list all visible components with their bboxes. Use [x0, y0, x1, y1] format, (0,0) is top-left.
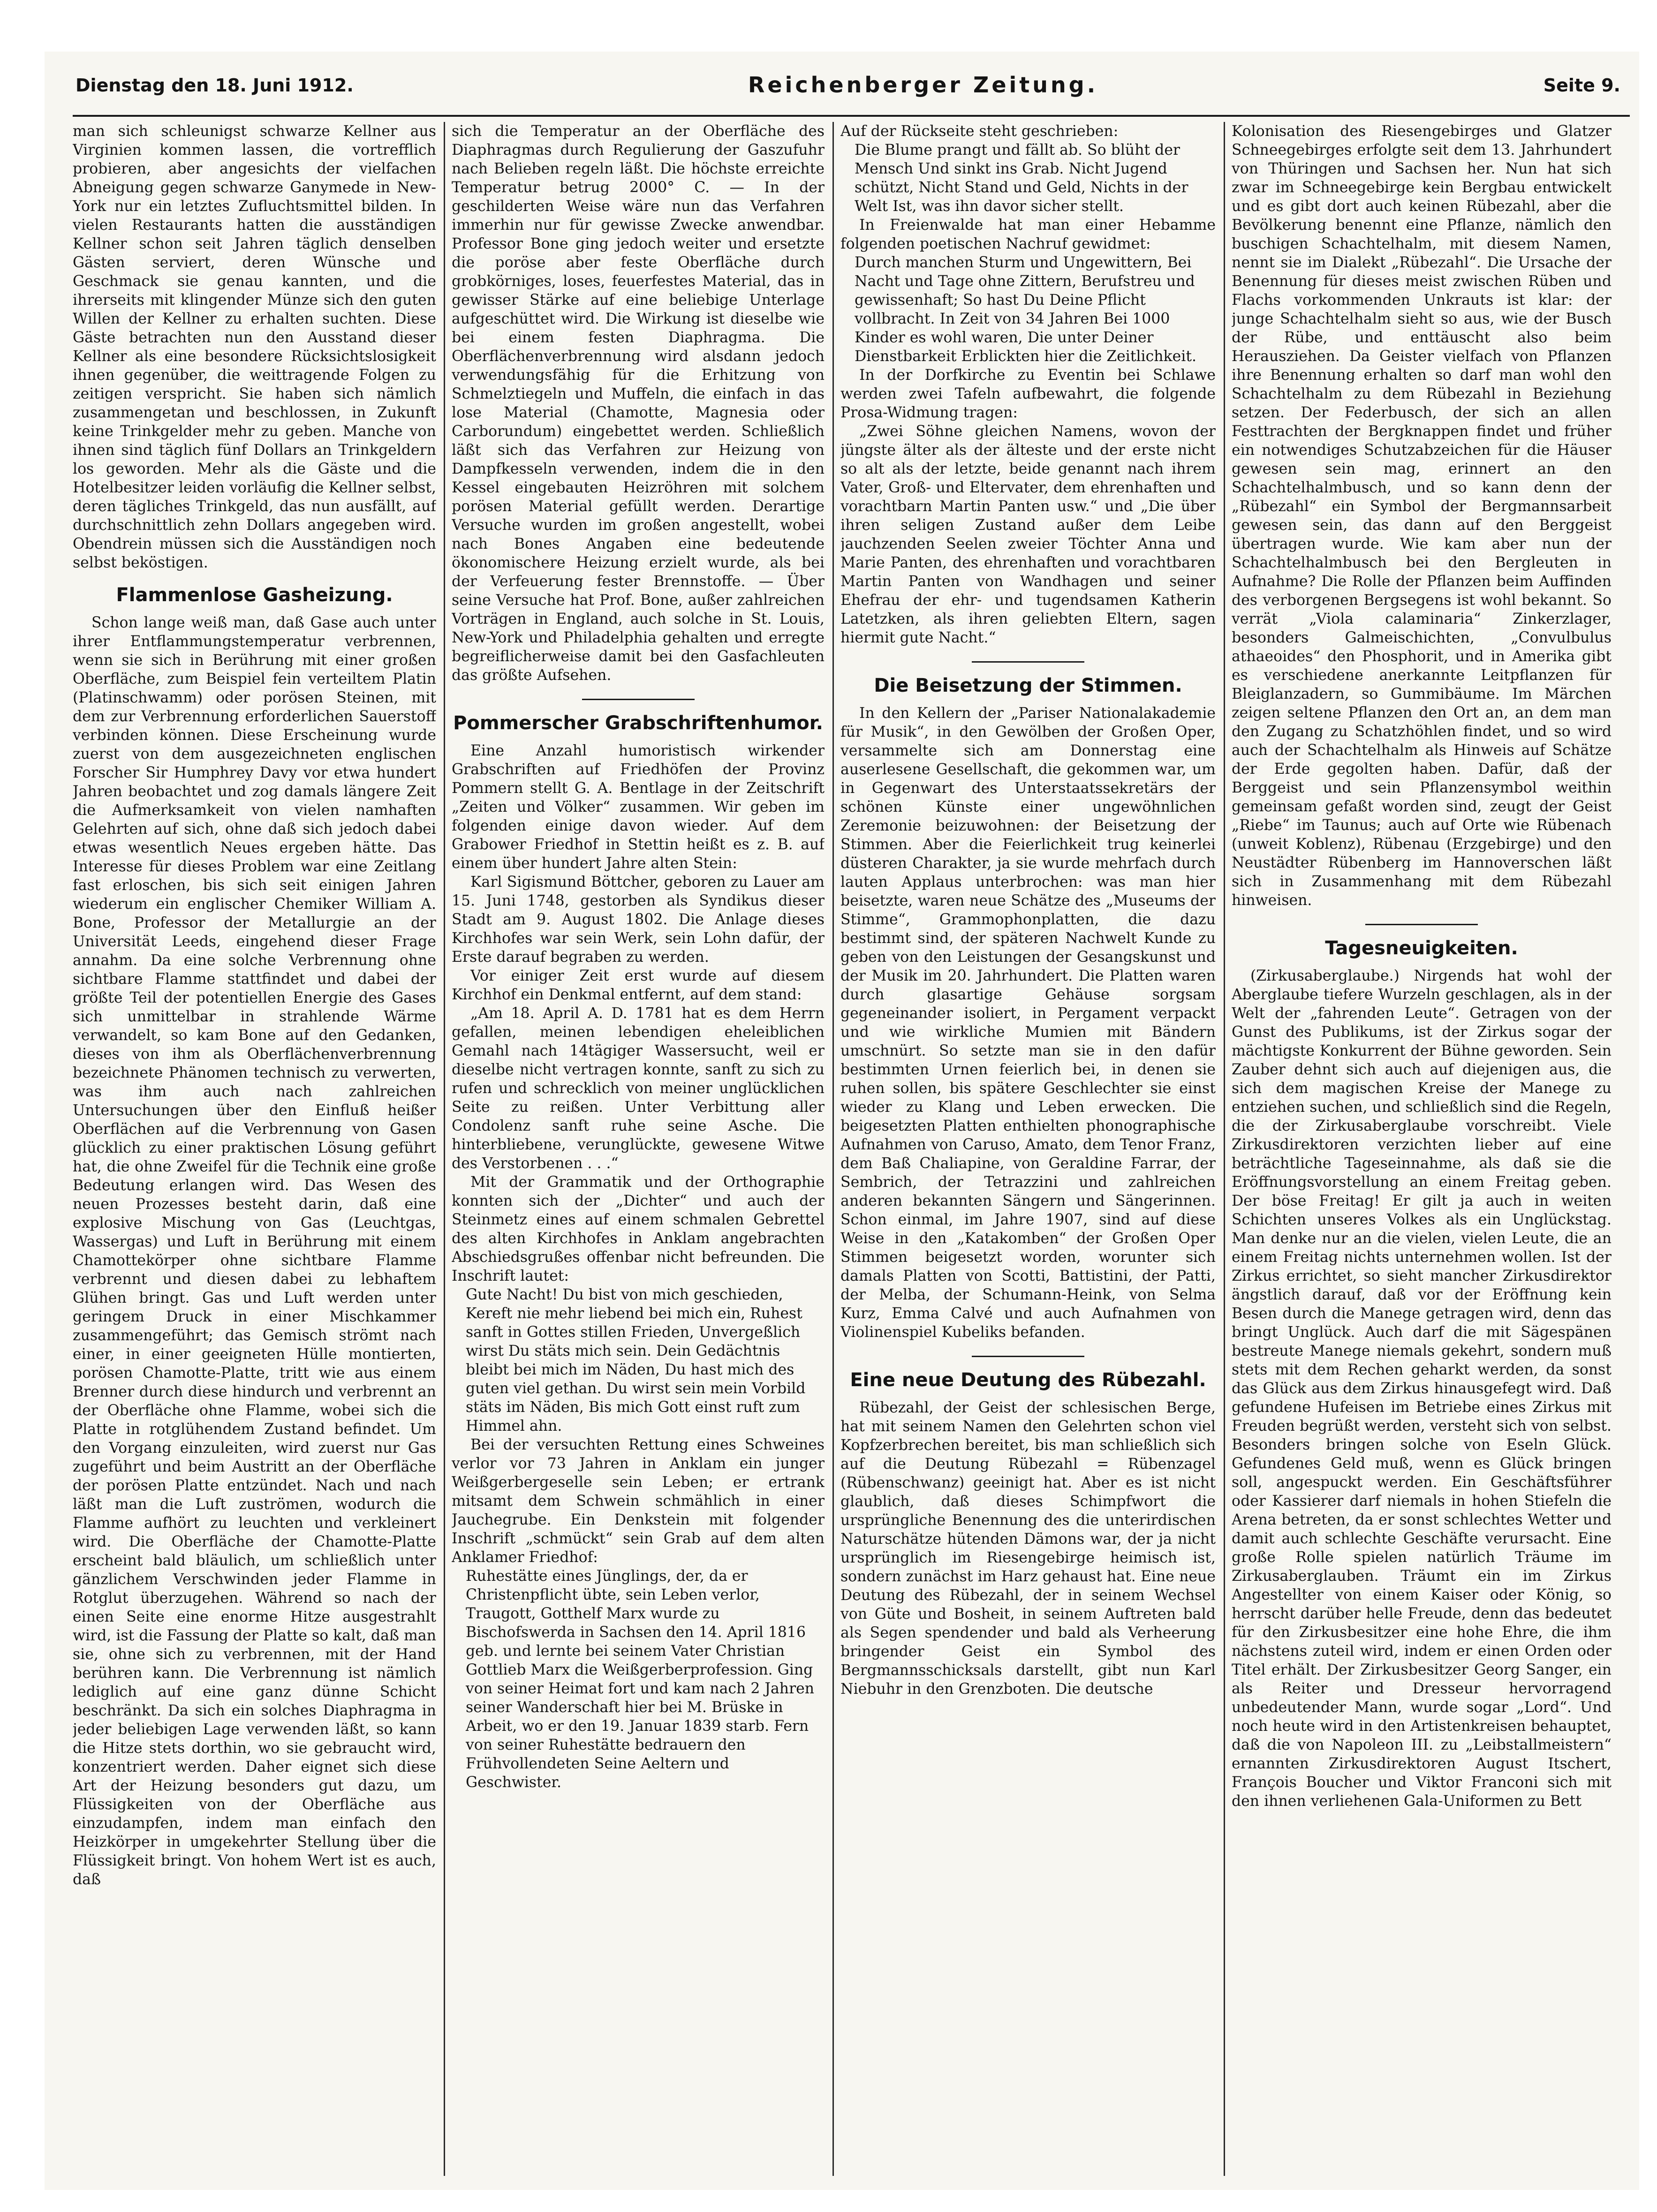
newspaper-page	[45, 52, 1639, 2190]
col1-paragraph-2: Schon lange weiß man, daß Gase auch unter ihrer Entflammungstemperatur verbrennen, wenn sie sich in Berührung mit einer großen Oberfläche, zum Beispiel fein verteiltem Platin (Platinschwamm) oder porösen Steinen, mit dem zur Verbrennung erforderlichen Sauerstoff verbinden können. Diese Erscheinung wurde zuerst von dem ausgezeichneten englischen Forscher Sir Humphrey Davy vor etwa hundert Jahren beobachtet und zog damals längere Zeit die Aufmerksamkeit von vielen namhaften Gelehrten auf sich, ohne daß sich jedoch dabei etwas wesentlich Neues ergeben hätte. Das Interesse für dieses Problem war eine Zeitlang fast erloschen, bis sich seit einigen Jahren wiederum ein englischer Chemiker William A. Bone, Professor der Metallurgie an der Universität Leeds, eingehend dieser Frage annahm. Da eine solche Verbrennung ohne sichtbare Flamme stattfindet und dabei der größte Teil der potentiellen Energie des Gases sich unmittelbar in strahlende Wärme verwandelt, so kam Bone auf den Gedanken, dieses von ihm als Oberflächenverbrennung bezeichnete Phänomen technisch zu verwerten, was ihm auch nach zahlreichen Untersuchungen über den Einfluß heißer Oberflächen auf die Verbrennung von Gasen glücklich zu einer praktischen Lösung geführt hat, die ohne Zweifel für die Technik eine große Bedeutung erlangen wird. Das Wesen des neuen Prozesses besteht darin, daß eine explosive Mischung von Gas (Leuchtgas, Wassergas) und Luft in Berührung mit einem Chamottekörper ohne sichtbare Flamme verbrennt und diesen dabei zu lebhaftem Glühen bringt. Gas und Luft werden unter geringem Druck in einer Mischkammer zusammengeführt; das Gemisch strömt nach einer, in einer geeigneten Hülle montierten, porösen Chamotte-Platte, tritt wie aus einem Brenner durch diese hindurch und verbrennt an der Oberfläche ohne Flamme, wobei sich die Platte in rotglühendem Zustand befindet. Um den Vorgang einzuleiten, wird zuerst nur Gas zugeführt und beim Austritt an der Oberfläche der porösen Platte entzündet. Nach und nach läßt man die Luft zuströmen, wodurch die Flamme aufhört zu leuchten und verkleinert wird. Die Oberfläche der Chamotte-Platte erscheint bald bläulich, um schließlich unter gänzlichem Verschwinden jeder Flamme in Rotglut überzugehen. Während so nach der einen Seite eine enorme Hitze ausgestrahlt wird, ist die Fassung der Platte so kalt, daß man sie, ohne sich zu verbrennen, mit der Hand berühren kann. Die Verbrennung ist nämlich lediglich auf eine ganz dünne Schicht beschränkt. Da sich ein solches Diaphragma in jeder beliebigen Lage verwenden läßt, so kann die Hitze stets dorthin, wo sie gebraucht wird, konzentriert werden. Daher eignet sich diese Art der Heizung besonders gut dazu, um Flüssigkeiten von der Oberfläche aus einzudampfen, indem man einfach den Heizkörper in umgekehrter Stellung über die Flüssigkeit bringt. Von hohem Wert ist es auch, daß	[73, 614, 436, 1888]
col2-paragraph-1: sich die Temperatur an der Oberfläche des Diaphragmas durch Regulierung der Gaszufuhr nach Belieben regeln läßt. Die höchste erreichte Temperatur betrug 2000° C. — In der geschilderten Weise wäre nun das Verfahren immerhin nur für gewisse Zwecke anwendbar. Professor Bone ging jedoch weiter und ersetzte die poröse aber feste Oberfläche durch grobkörniges, loses, feuerfestes Material, das in gewisser Stärke auf eine beliebige Unterlage aufgeschüttet wird. Die Wirkung ist dieselbe wie bei einem festen Diaphragma. Die Oberflächenverbrennung wird alsdann jedoch verwendungsfähig für die Erhitzung von Schmelztiegeln und Muffeln, die einfach in das lose Material (Chamotte, Magnesia oder Carborundum) eingebettet werden. Schließlich läßt sich das Verfahren zur Heizung von Dampfkesseln verwenden, indem die in den Kessel eingebauten Heizröhren mit solchem porösen Material gefüllt werden. Derartige Versuche wurden im großen angestellt, wobei nach Bones Angaben eine bedeutende ökonomischere Heizung erzielt wurde, als bei der Verfeuerung fester Brennstoffe. — Über seine Versuche hat Prof. Bone, außer zahlreichen Vorträgen in England, auch solche in St. Louis, New-York und Philadelphia gehalten und erregte begreiflicherweise damit bei den Gasfachleuten das größte Aufsehen.	[452, 123, 825, 684]
column-divider	[1224, 122, 1225, 2176]
separator	[1365, 924, 1478, 925]
header-date: Dienstag den 18. Juni 1912.	[76, 75, 354, 96]
col4-paragraph-1: Kolonisation des Riesengebirges und Glatzer Schneegebirges erfolgte seit dem 13. Jahrhundert von Thüringen und Sachsen her. Nun hat sich zwar im Schneegebirge kein Bergbau entwickelt und es gibt dort auch keinen Rübezahl, aber die Bevölkerung benennt eine Pflanze, nämlich den buschigen Schachtelhalm, mit diesem Namen, nennt sie im Dialekt „Rübezahl“. Die Ursache der Benennung für dieses meist zwischen Rüben und Flachs vorkommenden Unkrauts ist klar: der junge Schachtelhalm sieht so aus, wie der Busch der Rübe, und enttäuscht also beim Herausziehen. Da Geister vielfach von Pflanzen ihre Benennung erhalten so darf man wohl den Schachtelhalm zu dem Rübezahl in Beziehung setzen. Der Federbusch, der sich an allen Festtrachten der Bergknappen findet und früher ein notwendiges Schutzabzeichen für die Häuser gewesen sein mag, erinnert an den Schachtelhalmbusch, und so kann denn der „Rübezahl“ ein Symbol der Bergmannsarbeit gewesen sein, das dann auf den Berggeist übertragen wurde. Wie kam aber nun der Schachtelhalmbusch bei den Bergleuten in Aufnahme? Die Rolle der Pflanzen beim Auffinden des verborgenen Bergsegens ist wohl bekannt. So verrät „Viola calaminaria“ Zinkerzlager, besonders Galmeischichten, „Convulbulus athaeoides“ den Phosphorit, und in Amerika gibt es verschiedene anerkannte Leitpflanzen für Bleiglanzadern, so Gummibäume. Im Märchen zeigen seltene Pflanzen den Ort an, an dem man den Zugang zu Schatzhöhlen findet, und so wird auch der Schachtelhalm als Hinweis auf Schätze der Erde gegolten haben. Dafür, daß der Berggeist und sein Pflanzensymbol weithin gemeinsam gefaßt worden sind, zeugt der Geist „Riebe“ im Taunus; auch auf Orte wie Rübenach (unweit Koblenz), Rübenau (Erzgebirge) und den Neustädter Rübenberg im Hannoverschen läßt sich in Zusammenhang mit dem Rübezahl hinweisen.	[1232, 123, 1612, 909]
col3-verse-2: Durch manchen Sturm und Ungewittern, Bei Nacht und Tage ohne Zittern, Berufstreu und gewissenhaft; So hast Du Deine Pflicht vollbracht. In Zeit von 34 Jahren Bei 1000 Kinder es wohl waren, Die unter Deiner Dienstbarkeit Erblickten hier die Zeitlichkeit.	[855, 254, 1197, 365]
separator	[972, 1356, 1084, 1357]
col2-paragraph-7: Bei der versuchten Rettung eines Schweines verlor vor 73 Jahren in Anklam ein junger Weißgerbergeselle sein Leben; er ertrank mitsamt dem Schwein schmählich in einer Jauchegrube. Ein Denkstein mit folgender Inschrift „schmückt“ sein Grab auf dem alten Anklamer Friedhof:	[452, 1436, 825, 1566]
col4-paragraph-2: (Zirkusaberglaube.) Nirgends hat wohl der Aberglaube tiefere Wurzeln geschlagen, als in der Welt der „fahrenden Leute“. Getragen von der Gunst des Publikums, ist der Zirkus sogar der mächtigste Konkurrent der Bühne geworden. Sein Zauber dehnt sich auch auf diejenigen aus, die sich dem magischen Kreise der Manege zu entziehen suchen, und schließlich sind die Regeln, die der Zirkusaberglaube vorschreibt. Viele Zirkusdirektoren verzichten lieber auf eine beträchtliche Tageseinnahme, als daß sie die Eröffnungsvorstellung an einem Freitag geben. Der böse Freitag! Er gilt ja auch in weiten Schichten unseres Volkes als ein Unglückstag. Man denke nur an die vielen, vielen Leute, die an einem Freitag nichts unternehmen wollen. Ist der Zirkus errichtet, so sieht mancher Zirkusdirektor ängstlich darauf, daß vor der Eröffnung kein Besen durch die Manege getragen wird, denn das bringt Unglück. Auch darf die mit Sägespänen bestreute Manege niemals gekehrt, sondern muß stets mit dem Rechen geharkt werden, da sonst das Glück aus dem Zirkus hinausgefegt wird. Daß gefundene Hufeisen im Betriebe eines Zirkus mit Freuden begrüßt werden, versteht sich von selbst. Besonders bringen solche von Eseln Glück. Gefundenes Geld muß, wenn es Glück bringen soll, angespuckt werden. Ein Geschäftsführer oder Kassierer darf niemals in hohen Stiefeln die Arena betreten, da er sonst schlechtes Wetter und damit auch schlechte Geschäfte verursacht. Eine große Rolle spielen natürlich Träume im Zirkusaberglauben. Träumt ein im Zirkus Angestellter von einem Kaiser oder König, so herrscht darüber helle Freude, denn das bedeutet für den Zirkusbesitzer eine hohe Ehre, die ihm nächstens zuteil wird, indem er einen Orden oder Titel erhält. Der Zirkusbesitzer Georg Sanger, ein als Reiter und Dresseur hervorragend unbedeutender Mann, wurde sogar „Lord“. Und noch heute wird in den Artistenkreisen behauptet, daß die von Napoleon III. zu „Leibstallmeistern“ ernannten Zirkusdirektoren August Itschert, François Boucher und Viktor Franconi sich mit den ihnen verliehenen Gala-Uniformen zu Bett	[1232, 967, 1612, 1810]
col3-paragraph-1: Auf der Rückseite steht geschrieben:	[840, 123, 1119, 140]
col3-paragraph-4: „Zwei Söhne gleichen Namens, wovon der jüngste älter als der älteste und der erste nicht so alt als der letzte, beide genannt nach ihrem Vater, Groß- und Eltervater, dem ehrenhaften und vorachtbarn Martin Panten usw.“ und „Die über ihren seligen Zustand außer dem Leibe jauchzenden Seelen zweier Töchter Anna und Marie Panten, des ehrenhaften und vorachtbaren Martin Panten von Wandhagen und seiner Ehefrau der ehr- und tugendsamen Katherin Latetzken, als ihren geliebten Eltern, sagen hiermit gute Nacht.“	[840, 423, 1216, 646]
col2-verse-1: Gute Nacht! Du bist von mich geschieden, Kereft nie mehr liebend bei mich ein, Ruhest sanft in Gottes stillen Frieden, Unvergeßlich wirst Du stäts mich sein. Dein Gedächtnis bleibt bei mich im Näden, Du hast mich des guten viel gethan. Du wirst sein mein Vorbild stäts im Näden, Bis mich Gott einst ruft zum Himmel ahn.	[466, 1286, 806, 1434]
col3-headline-2: Eine neue Deutung des Rübezahl.	[850, 1369, 1206, 1391]
column-3	[840, 122, 1216, 2176]
header-rule	[73, 115, 1630, 117]
page-header	[45, 70, 1639, 108]
col2-paragraph-3: Karl Sigismund Böttcher, geboren zu Lauer am 15. Juni 1748, gestorben als Syndikus dieser Stadt am 9. August 1802. Die Anlage dieses Kirchhofes war sein Werk, sein Lohn dafür, der Erste darauf begraben zu werden.	[452, 874, 825, 966]
col3-paragraph-5: In den Kellern der „Pariser Nationalakademie für Musik“, in den Gewölben der Großen Oper, versammelte sich am Donnerstag eine auserlesene Gesellschaft, die gekommen war, um in Gegenwart des Unterstaatssekretärs der schönen Künste einer ungewöhnlichen Zeremonie beizuwohnen: der Beisetzung der Stimmen. Aber die Feierlichkeit trug keinerlei düsteren Charakter, ja sie wurde mehrfach durch lauten Applaus unterbrochen: was man hier beisetzte, waren neue Schätze des „Museums der Stimme“, Grammophonplatten, die dazu bestimmt sind, der späteren Nachwelt Kunde zu geben von den Leistungen der Gesangskunst und der Musik im 20. Jahrhundert. Die Platten waren durch glasartige Gehäuse sorgsam gegeneinander isoliert, in Pergament verpackt und wie wirkliche Mumien mit Bändern umschnürt. So setzte man sie in den dafür bestimmten Urnen feierlich bei, in denen sie ruhen sollen, bis spätere Geschlechter sie einst wieder zu Klang und Leben erwecken. Die beigesetzten Platten enthielten phonographische Aufnahmen von Caruso, Amato, dem Tenor Franz, dem Baß Chaliapine, von Geraldine Farrar, der Sembrich, der Tetrazzini und zahlreichen anderen bekannten Sängern und Sängerinnen. Schon einmal, im Jahre 1907, sind auf diese Weise in den „Katakomben“ der Großen Oper Stimmen beigesetzt worden, worunter sich damals Platten von Scotti, Battistini, der Patti, der Melba, der Schumann-Heink, von Selma Kurz, Emma Calvé und auch Aufnahmen von Violinenspiel Kubeliks befanden.	[840, 705, 1216, 1341]
col2-headline: Pommerscher Grabschriftenhumor.	[453, 712, 823, 734]
col2-paragraph-2: Eine Anzahl humoristisch wirkender Grabschriften auf Friedhöfen der Provinz Pommern stellt G. A. Bentlage in der Zeitschrift „Zeiten und Völker“ zusammen. Wir geben im folgenden einige davon wieder. Auf dem Grabower Friedhof in Stettin heißt es z. B. auf einem über hundert Jahre alten Stein:	[452, 742, 825, 872]
col1-headline: Flammenlose Gasheizung.	[116, 584, 393, 606]
col2-paragraph-5: „Am 18. April A. D. 1781 hat es dem Herrn gefallen, meinen lebendigen eheleiblichen Gemahl nach 14tägiger Wassersucht, weil er dieselbe nicht vertragen konnte, sanft zu sich zu rufen und schrecklich von meiner unglücklichen Seite zu reißen. Unter Verbittung aller Condolenz sanft ruhe seine Asche. Die hinterbliebene, verunglückte, gewesene Witwe des Verstorbenen . . .“	[452, 1005, 825, 1172]
col3-paragraph-6: Rübezahl, der Geist der schlesischen Berge, hat mit seinem Namen den Gelehrten schon viel Kopfzerbrechen bereitet, bis man schließlich sich auf die Deutung Rübezahl = Rübenzagel (Rübenschwanz) geeinigt hat. Aber es ist nicht glaublich, daß dieses Schimpfwort die ursprüngliche Benennung des die unterirdischen Naturschätze hütenden Dämons war, der ja nicht ursprünglich im Riesengebirge heimisch ist, sondern zunächst im Harz gehaust hat. Eine neue Deutung des Rübezahl, der in seinem Wechsel von Güte und Bosheit, in seinem Auftreten bald als Segen spendender und bald als Verheerung bringender Geist ein Symbol des Bergmannsschicksals darstellt, gibt nun Karl Niebuhr in den Grenzboten. Die deutsche	[840, 1399, 1216, 1698]
column-divider	[444, 122, 445, 2176]
col2-verse-2: Ruhestätte eines Jünglings, der, da er Christenpflicht übte, sein Leben verlor, Traugott, Gotthelf Marx wurde zu Bischofswerda in Sachsen den 14. April 1816 geb. und lernte bei seinem Vater Christian Gottlieb Marx die Weißgerberprofession. Ging von seiner Heimat fort und kam nach 2 Jahren seiner Wanderschaft hier bei M. Brüske in Arbeit, wo er den 19. Januar 1839 starb. Fern von seiner Ruhestätte bedrauern den Frühvollendeten Seine Aeltern und Geschwister.	[466, 1568, 815, 1791]
separator	[582, 699, 695, 700]
header-paper-title: Reichenberger Zeitung.	[748, 72, 1098, 98]
col3-paragraph-3: In der Dorfkirche zu Eventin bei Schlawe werden zwei Tafeln aufbewahrt, die folgende Prosa-Widmung tragen:	[840, 367, 1216, 421]
col1-paragraph-1: man sich schleunigst schwarze Kellner aus Virginien kommen lassen, die vortrefflich probieren, aber angesichts der vielfachen Abneigung gegen schwarze Ganymede in New-York nur ein letztes Zufluchtsmittel bilden. In vielen Restaurants hatten die ausständigen Kellner schon seit Jahren täglich denselben Gästen serviert, deren Wünsche und Geschmack sie genau kannten, und die ihrerseits mit klingender Münze sich den guten Willen der Kellner zu erhalten suchten. Diese Gäste betrachten nun den Ausstand dieser Kellner als eine besondere Rücksichtslosigkeit ihnen gegenüber, die weittragende Folgen zu zeitigen verspricht. Sie haben sich nämlich zusammengetan und beschlossen, in Zukunft keine Trinkgelder mehr zu geben. Manche von ihnen sind täglich fünf Dollars an Trinkgeldern los geworden. Mehr als die Gäste und die Hotelbesitzer leiden vorläufig die Kellner selbst, deren tägliches Trinkgeld, das nun ausfällt, auf durchschnittlich zehn Dollars angegeben wird. Obendrein müssen sich die Ausständigen noch selbst beköstigen.	[73, 123, 436, 571]
column-4	[1232, 122, 1612, 2176]
column-2	[452, 122, 825, 2176]
col3-headline-1: Die Beisetzung der Stimmen.	[874, 675, 1182, 696]
col2-paragraph-6: Mit der Grammatik und der Orthographie konnten sich der „Dichter“ und auch der Steinmetz eines auf einem schmalen Gebrettel des alten Kirchhofes in Anklam angebrachten Abschiedsgrußes offenbar nicht befreunden. Die Inschrift lautet:	[452, 1174, 825, 1284]
col2-paragraph-4: Vor einiger Zeit erst wurde auf diesem Kirchhof ein Denkmal entfernt, auf dem stand:	[452, 967, 825, 1003]
col4-headline: Tagesneuigkeiten.	[1325, 937, 1518, 959]
header-page-number: Seite 9.	[1543, 75, 1620, 96]
col3-verse-1: Die Blume prangt und fällt ab. So blüht der Mensch Und sinkt ins Grab. Nicht Jugend schützt, Nicht Stand und Geld, Nichts in der Welt Ist, was ihn davor sicher stellt.	[855, 142, 1188, 215]
col3-paragraph-2: In Freienwalde hat man einer Hebamme folgenden poetischen Nachruf gewidmet:	[840, 217, 1216, 252]
separator	[972, 661, 1084, 663]
column-divider	[832, 122, 834, 2176]
column-1	[73, 122, 436, 2176]
